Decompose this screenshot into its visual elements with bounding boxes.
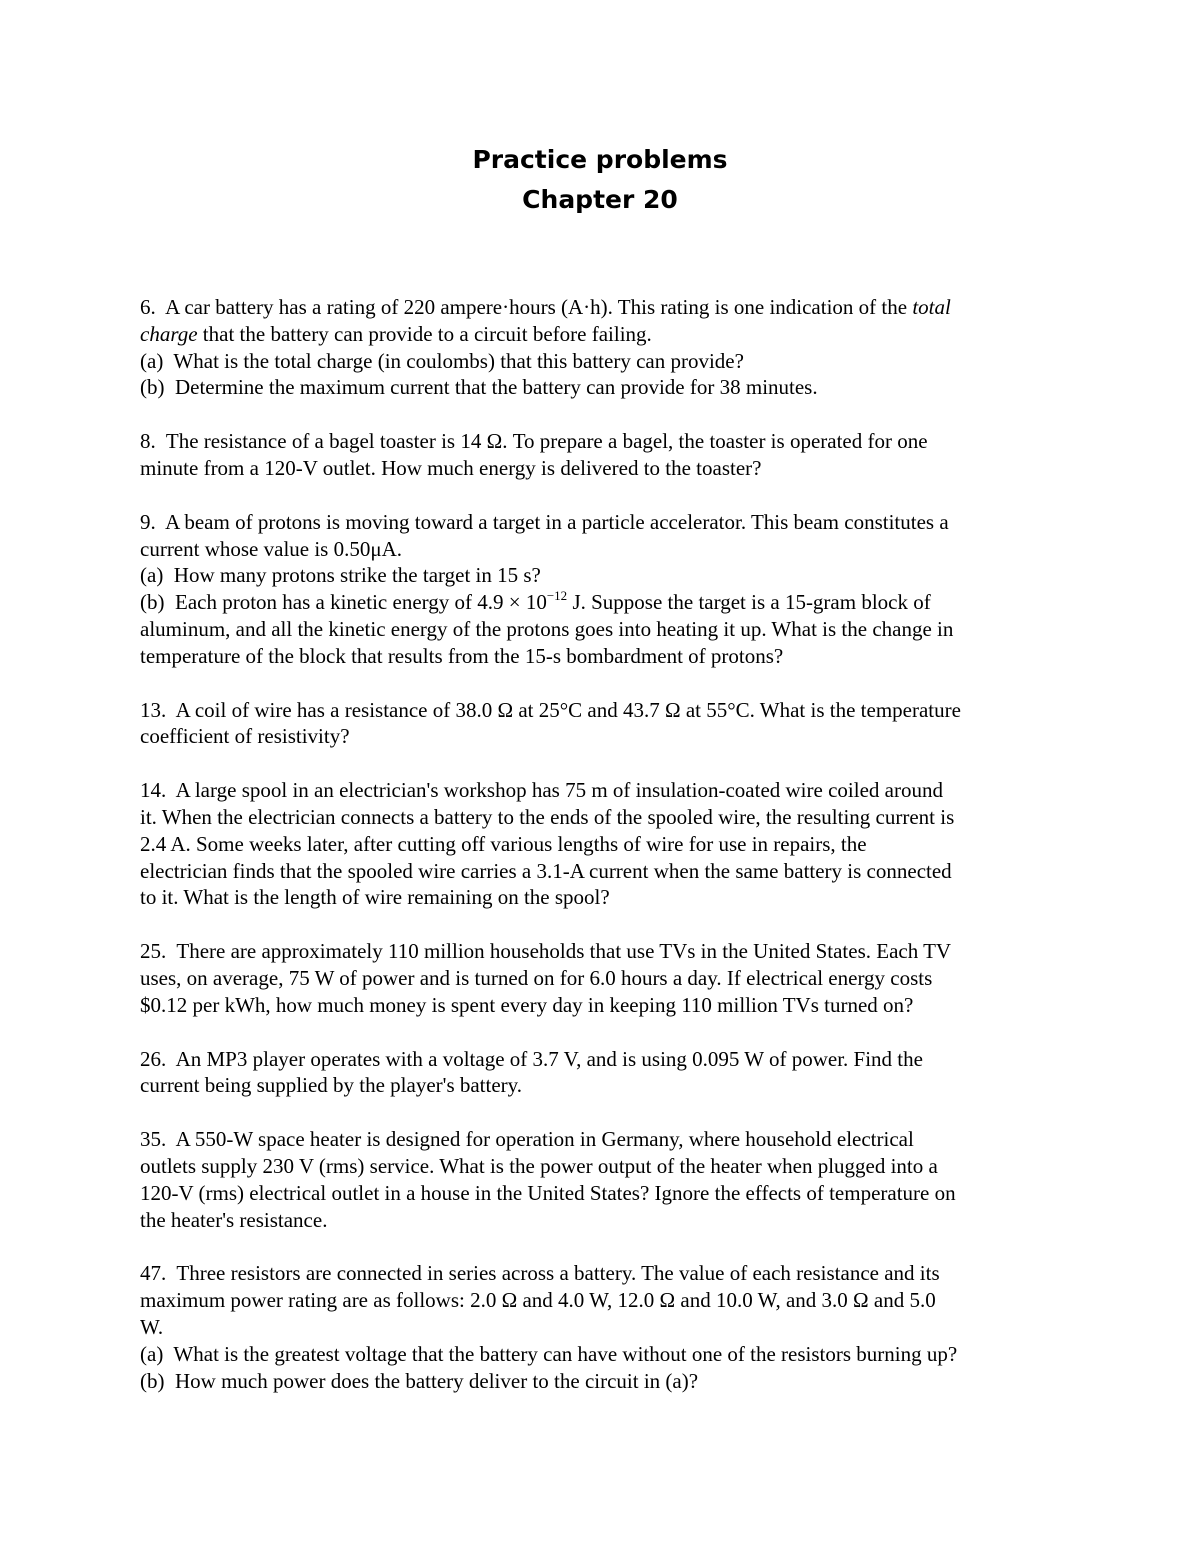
problem-number: 14. xyxy=(140,778,176,803)
problem-line xyxy=(140,1153,1080,1180)
problem-47 xyxy=(140,1260,1080,1394)
problem-line xyxy=(140,1126,1080,1153)
line-text: J. Suppose the target is a 15-gram block of xyxy=(567,590,931,615)
problem-line xyxy=(140,804,1080,831)
emphasis-text: charge xyxy=(140,321,198,346)
title-block xyxy=(0,140,1200,220)
problem-part xyxy=(140,348,1080,375)
line-text: to it. What is the length of wire remaining on the spool? xyxy=(140,885,610,910)
line-text: current whose value is 0.50μA. xyxy=(140,536,403,561)
line-text: uses, on average, 75 W of power and is turned on for 6.0 hours a day. If electrical energy costs xyxy=(140,965,933,990)
problem-line xyxy=(140,294,1080,321)
line-text: minute from a 120-V outlet. How much energy is delivered to the toaster? xyxy=(140,455,762,480)
problem-number: 13. xyxy=(140,697,176,722)
line-text: (b) Each proton has a kinetic energy of 4.9 × 10 xyxy=(140,590,547,615)
problem-line xyxy=(140,1207,1080,1234)
problem-line xyxy=(140,1072,1080,1099)
line-text: maximum power rating are as follows: 2.0 Ω and 4.0 W, 12.0 Ω and 10.0 W, and 3.0 Ω and 5.0 xyxy=(140,1288,936,1313)
problem-25 xyxy=(140,938,1080,1018)
chapter-subtitle: Chapter 20 xyxy=(522,185,678,214)
problem-part xyxy=(140,374,1080,401)
line-text: aluminum, and all the kinetic energy of the protons goes into heating it up. What is the change in xyxy=(140,616,954,641)
problem-part xyxy=(140,589,1080,616)
problem-line xyxy=(140,858,1080,885)
problem-line xyxy=(140,965,1080,992)
line-text: that the battery can provide to a circuit before failing. xyxy=(197,321,652,346)
problem-line xyxy=(140,723,1080,750)
problem-line xyxy=(140,884,1080,911)
problem-6 xyxy=(140,294,1080,401)
problem-14 xyxy=(140,777,1080,911)
problem-line xyxy=(140,831,1080,858)
problem-part xyxy=(140,616,1080,643)
problem-line xyxy=(140,697,1080,724)
problem-number: 35. xyxy=(140,1127,176,1152)
line-text: (a) What is the greatest voltage that the battery can have without one of the resistors burning up? xyxy=(140,1341,958,1366)
problem-number: 47. xyxy=(140,1261,177,1286)
problem-line xyxy=(140,992,1080,1019)
line-text: (a) What is the total charge (in coulombs) that this battery can provide? xyxy=(140,348,744,373)
problem-26 xyxy=(140,1046,1080,1100)
problem-line xyxy=(140,321,1080,348)
problem-part xyxy=(140,562,1080,589)
problem-number: 9. xyxy=(140,509,166,534)
problem-line xyxy=(140,1287,1080,1314)
line-text: 120-V (rms) electrical outlet in a house in the United States? Ignore the effects of temperature on xyxy=(140,1180,956,1205)
problem-line xyxy=(140,777,1080,804)
line-text: A beam of protons is moving toward a target in a particle accelerator. This beam constitutes a xyxy=(165,509,949,534)
problem-line xyxy=(140,428,1080,455)
line-text: (a) How many protons strike the target in 15 s? xyxy=(140,563,541,588)
problem-list xyxy=(140,294,1080,1421)
problem-35 xyxy=(140,1126,1080,1233)
problem-line xyxy=(140,1260,1080,1287)
line-text: A 550-W space heater is designed for operation in Germany, where household electrical xyxy=(175,1127,914,1152)
problem-8 xyxy=(140,428,1080,482)
line-text: A coil of wire has a resistance of 38.0 Ω at 25°C and 43.7 Ω at 55°C. What is the temperature xyxy=(175,697,961,722)
problem-part xyxy=(140,1341,1080,1368)
problem-part xyxy=(140,1368,1080,1395)
line-text: W. xyxy=(140,1314,164,1339)
line-text: A car battery has a rating of 220 ampere·hours (A·h). This rating is one indication of the xyxy=(165,295,913,319)
line-text: 2.4 A. Some weeks later, after cutting off various lengths of wire for use in repairs, the xyxy=(140,831,867,856)
problem-9 xyxy=(140,509,1080,670)
line-text: outlets supply 230 V (rms) service. What is the power output of the heater when plugged into a xyxy=(140,1153,938,1178)
emphasis-text: total xyxy=(912,295,951,319)
line-text: (b) How much power does the battery deliver to the circuit in (a)? xyxy=(140,1368,699,1393)
problem-line xyxy=(140,1046,1080,1073)
line-text: coefficient of resistivity? xyxy=(140,724,350,749)
line-text: An MP3 player operates with a voltage of 3.7 V, and is using 0.095 W of power. Find the xyxy=(175,1046,923,1071)
problem-13 xyxy=(140,697,1080,751)
problem-line xyxy=(140,1180,1080,1207)
superscript: −12 xyxy=(546,588,568,604)
problem-number: 6. xyxy=(140,295,166,319)
problem-line xyxy=(140,455,1080,482)
line-text: There are approximately 110 million households that use TVs in the United States. Each TV xyxy=(176,939,952,964)
page-title: Practice problems xyxy=(472,145,728,174)
line-text: A large spool in an electrician's workshop has 75 m of insulation-coated wire coiled around xyxy=(175,778,943,803)
problem-part xyxy=(140,643,1080,670)
line-text: the heater's resistance. xyxy=(140,1207,328,1232)
problem-line xyxy=(140,536,1080,563)
line-text: The resistance of a bagel toaster is 14 Ω. To prepare a bagel, the toaster is operated for one xyxy=(165,429,928,454)
line-text: Three resistors are connected in series across a battery. The value of each resistance and its xyxy=(176,1261,940,1286)
line-text: electrician finds that the spooled wire carries a 3.1-A current when the same battery is connected xyxy=(140,858,952,883)
line-text: it. When the electrician connects a battery to the ends of the spooled wire, the resulting current is xyxy=(140,804,955,829)
line-text: temperature of the block that results from the 15-s bombardment of protons? xyxy=(140,643,784,668)
problem-line xyxy=(140,509,1080,536)
line-text: (b) Determine the maximum current that the battery can provide for 38 minutes. xyxy=(140,375,818,400)
problem-number: 25. xyxy=(140,939,177,964)
problem-number: 8. xyxy=(140,429,166,454)
problem-line xyxy=(140,938,1080,965)
problem-number: 26. xyxy=(140,1046,176,1071)
problem-line xyxy=(140,1314,1080,1341)
line-text: current being supplied by the player's battery. xyxy=(140,1073,523,1098)
line-text: $0.12 per kWh, how much money is spent every day in keeping 110 million TVs turned on? xyxy=(140,992,914,1017)
